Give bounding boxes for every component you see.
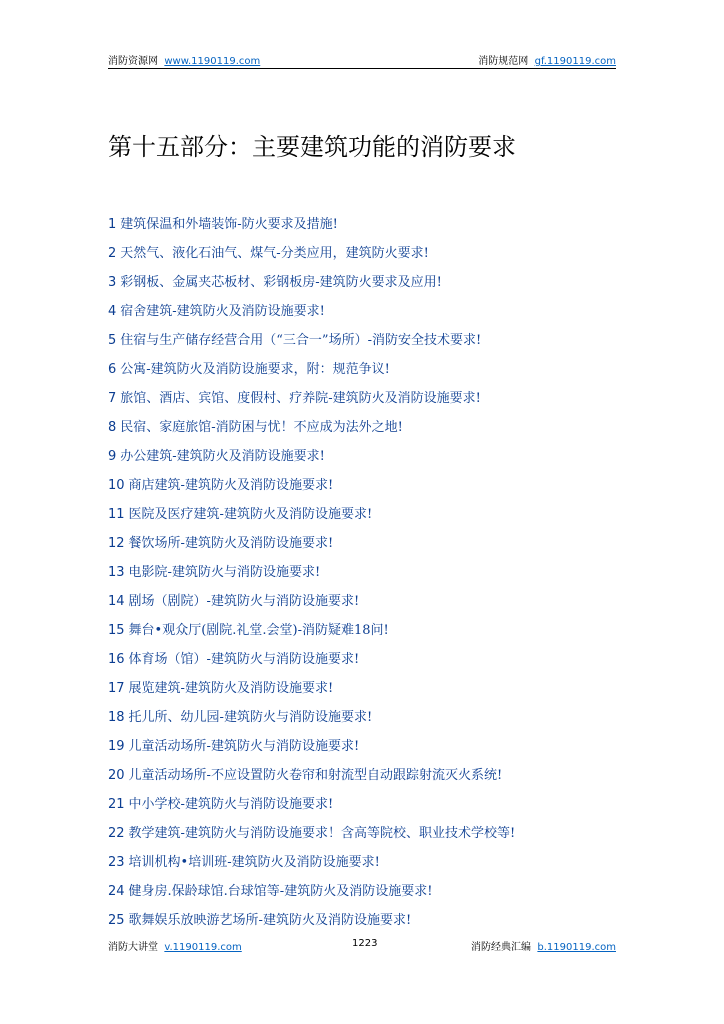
toc-item-link[interactable]: 住宿与生产储存经营合用（“三合一”场所）-消防安全技术要求! xyxy=(120,333,482,348)
toc-item-number: 25 xyxy=(108,913,125,928)
toc-item[interactable] xyxy=(108,853,515,882)
toc-item[interactable] xyxy=(108,679,515,708)
footer-left xyxy=(108,938,242,953)
toc-item-number: 19 xyxy=(108,739,125,754)
header-left xyxy=(108,52,260,67)
toc-item-link[interactable]: 民宿、家庭旅馆-消防困与忧！不应成为法外之地! xyxy=(120,420,403,435)
toc-item-link[interactable]: 舞台•观众厅(剧院.礼堂.会堂)-消防疑难18问! xyxy=(128,623,389,638)
toc-item[interactable] xyxy=(108,795,515,824)
toc-item[interactable] xyxy=(108,563,515,592)
toc-item-link[interactable]: 儿童活动场所-不应设置防火卷帘和射流型自动跟踪射流灭火系统! xyxy=(128,768,503,783)
toc-item-link[interactable]: 建筑保温和外墙装饰-防火要求及措施! xyxy=(120,217,338,232)
toc-item[interactable] xyxy=(108,708,515,737)
page-header xyxy=(108,52,616,69)
toc-item-link[interactable]: 医院及医疗建筑-建筑防火及消防设施要求! xyxy=(128,507,373,522)
toc-item-number: 14 xyxy=(108,594,125,609)
header-right-label: 消防规范网 xyxy=(478,56,529,67)
toc-item[interactable] xyxy=(108,418,515,447)
page-number: 1223 xyxy=(352,938,378,949)
toc-item-link[interactable]: 电影院-建筑防火与消防设施要求! xyxy=(128,565,321,580)
toc-item-link[interactable]: 餐饮场所-建筑防火及消防设施要求! xyxy=(128,536,334,551)
toc-item-number: 20 xyxy=(108,768,125,783)
toc-item[interactable] xyxy=(108,447,515,476)
toc-item-link[interactable]: 儿童活动场所-建筑防火与消防设施要求! xyxy=(128,739,360,754)
toc-item[interactable] xyxy=(108,650,515,679)
toc-item[interactable] xyxy=(108,766,515,795)
toc-item-number: 18 xyxy=(108,710,125,725)
toc-item[interactable] xyxy=(108,824,515,853)
toc-item-number: 21 xyxy=(108,797,125,812)
toc-item-link[interactable]: 办公建筑-建筑防火及消防设施要求! xyxy=(120,449,325,464)
toc-item[interactable] xyxy=(108,360,515,389)
toc-item-number: 7 xyxy=(108,391,117,406)
toc-item[interactable] xyxy=(108,882,515,911)
footer-right-link[interactable]: b.1190119.com xyxy=(537,942,616,953)
toc-item-number: 9 xyxy=(108,449,117,464)
toc-item-link[interactable]: 公寓-建筑防火及消防设施要求，附：规范争议! xyxy=(120,362,390,377)
toc-item[interactable] xyxy=(108,621,515,650)
toc-item-number: 12 xyxy=(108,536,125,551)
toc-item[interactable] xyxy=(108,389,515,418)
toc-item-link[interactable]: 彩钢板、金属夹芯板材、彩钢板房-建筑防火要求及应用! xyxy=(120,275,442,290)
toc-item-number: 17 xyxy=(108,681,125,696)
footer-right xyxy=(471,938,616,953)
toc-item-link[interactable]: 旅馆、酒店、宾馆、度假村、疗养院-建筑防火及消防设施要求! xyxy=(120,391,481,406)
toc-item-link[interactable]: 天然气、液化石油气、煤气-分类应用，建筑防火要求! xyxy=(120,246,429,261)
toc-item-link[interactable]: 培训机构•培训班-建筑防火及消防设施要求! xyxy=(128,855,380,870)
header-left-label: 消防资源网 xyxy=(108,56,158,67)
toc-item-link[interactable]: 托儿所、幼儿园-建筑防火与消防设施要求! xyxy=(128,710,373,725)
toc-item[interactable] xyxy=(108,592,515,621)
toc-item-link[interactable]: 展览建筑-建筑防火及消防设施要求! xyxy=(128,681,334,696)
toc-item[interactable] xyxy=(108,244,515,273)
toc-item[interactable] xyxy=(108,737,515,766)
toc-item-link[interactable]: 歌舞娱乐放映游艺场所-建筑防火及消防设施要求! xyxy=(128,913,412,928)
toc-item-link[interactable]: 剧场（剧院）-建筑防火与消防设施要求! xyxy=(128,594,360,609)
toc-item-number: 5 xyxy=(108,333,117,348)
toc-item[interactable] xyxy=(108,273,515,302)
toc-item-number: 2 xyxy=(108,246,117,261)
footer-left-link[interactable]: v.1190119.com xyxy=(164,942,242,953)
toc-item[interactable] xyxy=(108,505,515,534)
toc-item-number: 10 xyxy=(108,478,125,493)
toc-item-link[interactable]: 体育场（馆）-建筑防火与消防设施要求! xyxy=(128,652,360,667)
toc-item[interactable] xyxy=(108,302,515,331)
toc-item-number: 3 xyxy=(108,275,117,290)
toc-item[interactable] xyxy=(108,331,515,360)
toc-item-link[interactable]: 中小学校-建筑防火与消防设施要求! xyxy=(128,797,334,812)
toc-item-number: 16 xyxy=(108,652,125,667)
toc-item-number: 24 xyxy=(108,884,125,899)
toc-item-number: 22 xyxy=(108,826,125,841)
toc-item-number: 1 xyxy=(108,217,117,232)
toc-item[interactable] xyxy=(108,476,515,505)
toc-item-link[interactable]: 宿舍建筑-建筑防火及消防设施要求! xyxy=(120,304,325,319)
toc-item[interactable] xyxy=(108,911,515,940)
footer-left-label: 消防大讲堂 xyxy=(108,942,158,953)
footer-right-label: 消防经典汇编 xyxy=(471,942,532,953)
toc-item-number: 15 xyxy=(108,623,125,638)
toc-list xyxy=(108,215,515,940)
toc-item-link[interactable]: 健身房.保龄球馆.台球馆等-建筑防火及消防设施要求! xyxy=(128,884,433,899)
page-footer xyxy=(108,938,616,952)
toc-item-number: 8 xyxy=(108,420,117,435)
header-left-link[interactable]: www.1190119.com xyxy=(164,56,261,67)
toc-item-link[interactable]: 商店建筑-建筑防火及消防设施要求! xyxy=(128,478,334,493)
toc-item-link[interactable]: 教学建筑-建筑防火与消防设施要求！含高等院校、职业技术学校等! xyxy=(128,826,516,841)
toc-item-number: 11 xyxy=(108,507,125,522)
toc-item-number: 23 xyxy=(108,855,125,870)
toc-item-number: 13 xyxy=(108,565,125,580)
toc-item[interactable] xyxy=(108,215,515,244)
toc-item-number: 6 xyxy=(108,362,117,377)
toc-item[interactable] xyxy=(108,534,515,563)
toc-item-number: 4 xyxy=(108,304,117,319)
header-right-link[interactable]: gf.1190119.com xyxy=(534,56,616,67)
page-title: 第十五部分：主要建筑功能的消防要求 xyxy=(108,133,516,161)
header-right xyxy=(478,52,616,67)
